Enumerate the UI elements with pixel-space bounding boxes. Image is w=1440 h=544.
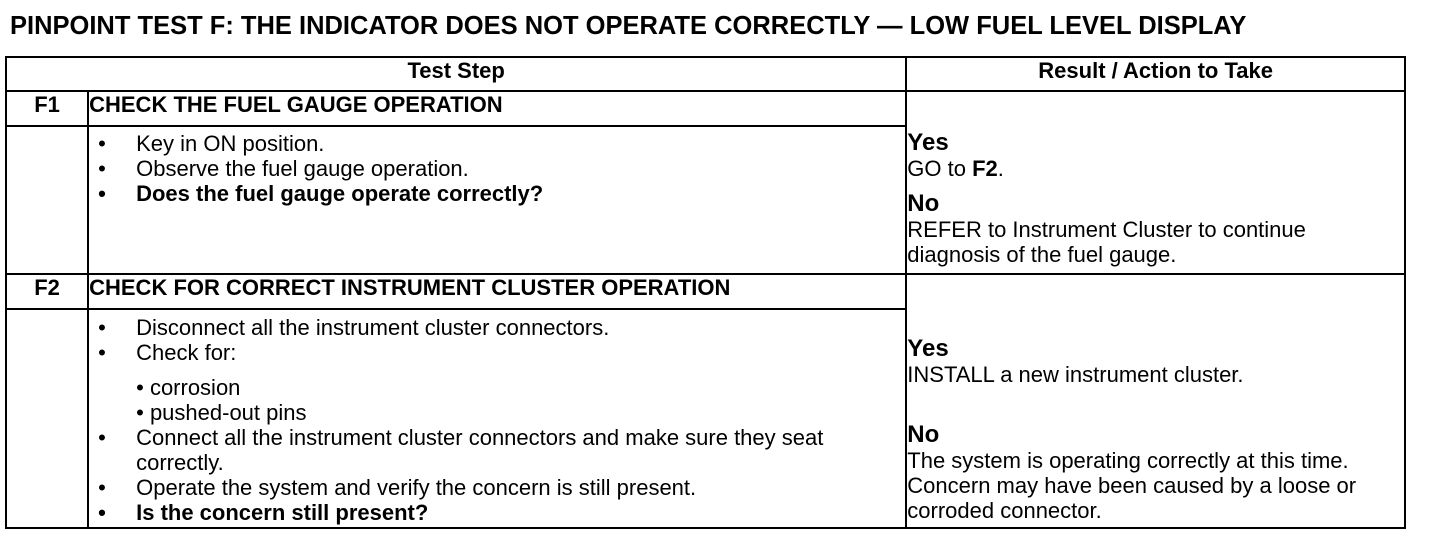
step-f1-result: [906, 91, 1405, 274]
check-for-label: Check for:: [136, 340, 237, 365]
step-f1-question: • Does the fuel gauge operate correctly?: [89, 181, 905, 206]
list-item: • Observe the fuel gauge operation.: [89, 156, 905, 181]
step-f2-no-label: No: [907, 421, 940, 448]
step-f1-actions: [89, 131, 905, 206]
step-f2-body-spacer: [6, 309, 88, 528]
sub-list-item: • corrosion: [136, 375, 905, 400]
step-f2-question: • Is the concern still present?: [89, 500, 905, 525]
step-f1-yes-ref: F2: [972, 156, 998, 181]
result-header: Result / Action to Take: [906, 57, 1405, 91]
list-item-check-for: [89, 340, 905, 425]
list-item: • Key in ON position.: [89, 131, 905, 156]
step-f2-id: F2: [6, 274, 88, 309]
step-f1-no-text: REFER to Instrument Cluster to continue diagnosis of the fuel gauge.: [907, 217, 1306, 267]
sub-list-item: • pushed-out pins: [136, 400, 905, 425]
step-f2-heading-row: [6, 274, 1405, 309]
list-item: • Connect all the instrument cluster connectors and make sure they seat correctly.: [89, 425, 905, 475]
step-f1-no-label: No: [907, 190, 940, 217]
step-f1-body-spacer: [6, 126, 88, 274]
check-for-sublist: [136, 375, 905, 425]
table-header-row: [6, 57, 1405, 91]
step-f1-actions-cell: [88, 126, 906, 274]
step-f2-actions-cell: [88, 309, 906, 528]
step-f2-yes-text: INSTALL a new instrument cluster.: [907, 362, 1244, 387]
step-f1-yes-end: .: [997, 156, 1004, 181]
step-f1-yes-text: [907, 156, 1404, 181]
test-step-header: Test Step: [6, 57, 906, 91]
step-f2-actions: [89, 315, 905, 525]
step-f2-result: [906, 274, 1405, 528]
step-f1-heading: CHECK THE FUEL GAUGE OPERATION: [88, 91, 906, 126]
pinpoint-test-table: [5, 56, 1406, 529]
list-item: • Disconnect all the instrument cluster connectors.: [89, 315, 905, 340]
step-f1-yes-label: Yes: [907, 129, 949, 156]
step-f2-no-text: The system is operating correctly at this time. Concern may have been caused by a loose or corroded connector.: [907, 448, 1357, 523]
step-f1-id: F1: [6, 91, 88, 126]
step-f2-yes-label: Yes: [907, 335, 949, 362]
list-item: • Operate the system and verify the concern is still present.: [89, 475, 905, 500]
page-title: PINPOINT TEST F: THE INDICATOR DOES NOT OPERATE CORRECTLY — LOW FUEL LEVEL DISPLAY: [10, 12, 1247, 40]
step-f1-heading-row: [6, 91, 1405, 126]
step-f2-heading: CHECK FOR CORRECT INSTRUMENT CLUSTER OPERATION: [88, 274, 906, 309]
step-f1-yes-action: GO to: [907, 156, 973, 181]
